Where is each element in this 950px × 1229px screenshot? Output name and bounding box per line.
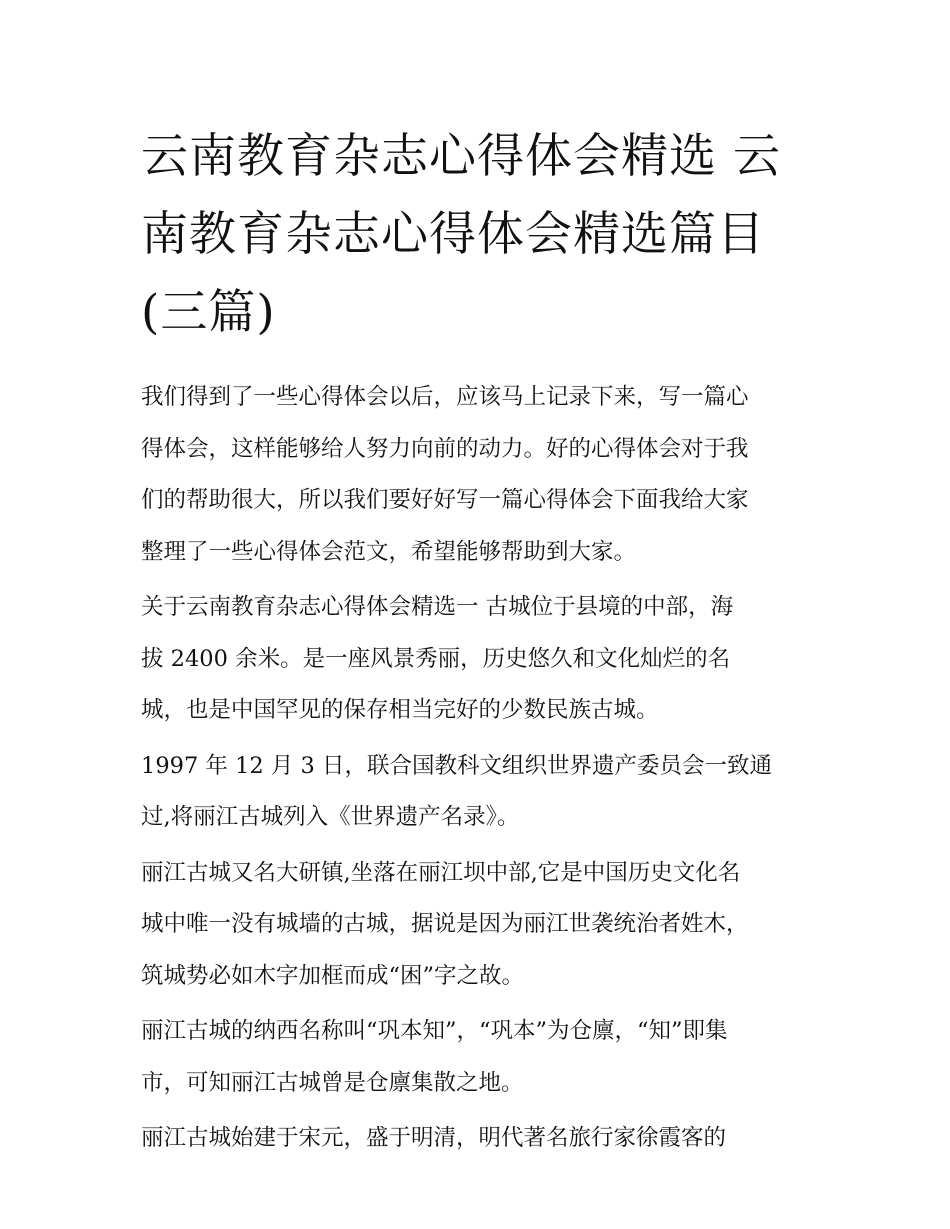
document-title <box>141 118 821 352</box>
paragraph-intro <box>141 372 821 578</box>
title-line: 云南教育杂志心得体会精选 云 <box>141 129 781 184</box>
text-line: 城中唯一没有城墙的古城，据说是因为丽江世袭统治者姓木， <box>141 911 749 937</box>
document-body <box>141 372 821 1165</box>
text-line: 们的帮助很大，所以我们要好好写一篇心得体会下面我给大家 <box>141 487 749 513</box>
paragraph-section-one <box>141 582 821 737</box>
text-line: 丽江古城始建于宋元，盛于明清，明代著名旅行家徐霞客的 <box>141 1125 727 1151</box>
text-line: 市，可知丽江古城曾是仓廪集散之地。 <box>141 1069 524 1096</box>
paragraph-unesco <box>141 741 821 844</box>
paragraph-history <box>141 1113 821 1165</box>
text-line: 1997 年 12 月 3 日，联合国教科文组织世界遗产委员会一致通 <box>141 752 772 779</box>
text-line: 过,将丽江古城列入《世界遗产名录》。 <box>141 804 520 830</box>
text-line: 筑城势必如木字加框而成“困”字之故。 <box>141 962 525 989</box>
paragraph-naxi-name <box>141 1006 821 1109</box>
paragraph-dayan-town <box>141 848 821 1003</box>
title-line: 南教育杂志心得体会精选篇目 <box>141 207 765 262</box>
text-line: 我们得到了一些心得体会以后，应该马上记录下来，写一篇心 <box>141 384 749 410</box>
text-line: 丽江古城的纳西名称叫“巩本知”，“巩本”为仓廪，“知”即集 <box>141 1018 728 1044</box>
document-page <box>141 118 821 1169</box>
title-line: (三篇) <box>141 285 276 340</box>
text-line: 丽江古城又名大研镇,坐落在丽江坝中部,它是中国历史文化名 <box>141 859 741 886</box>
text-line: 关于云南教育杂志心得体会精选一 古城位于县境的中部，海 <box>141 594 734 620</box>
text-line: 整理了一些心得体会范文，希望能够帮助到大家。 <box>141 538 637 565</box>
text-line: 得体会，这样能够给人努力向前的动力。好的心得体会对于我 <box>141 435 749 462</box>
text-line: 城，也是中国罕见的保存相当完好的少数民族古城。 <box>141 697 659 723</box>
text-line: 拔 2400 余米。是一座风景秀丽，历史悠久和文化灿烂的名 <box>141 645 731 672</box>
